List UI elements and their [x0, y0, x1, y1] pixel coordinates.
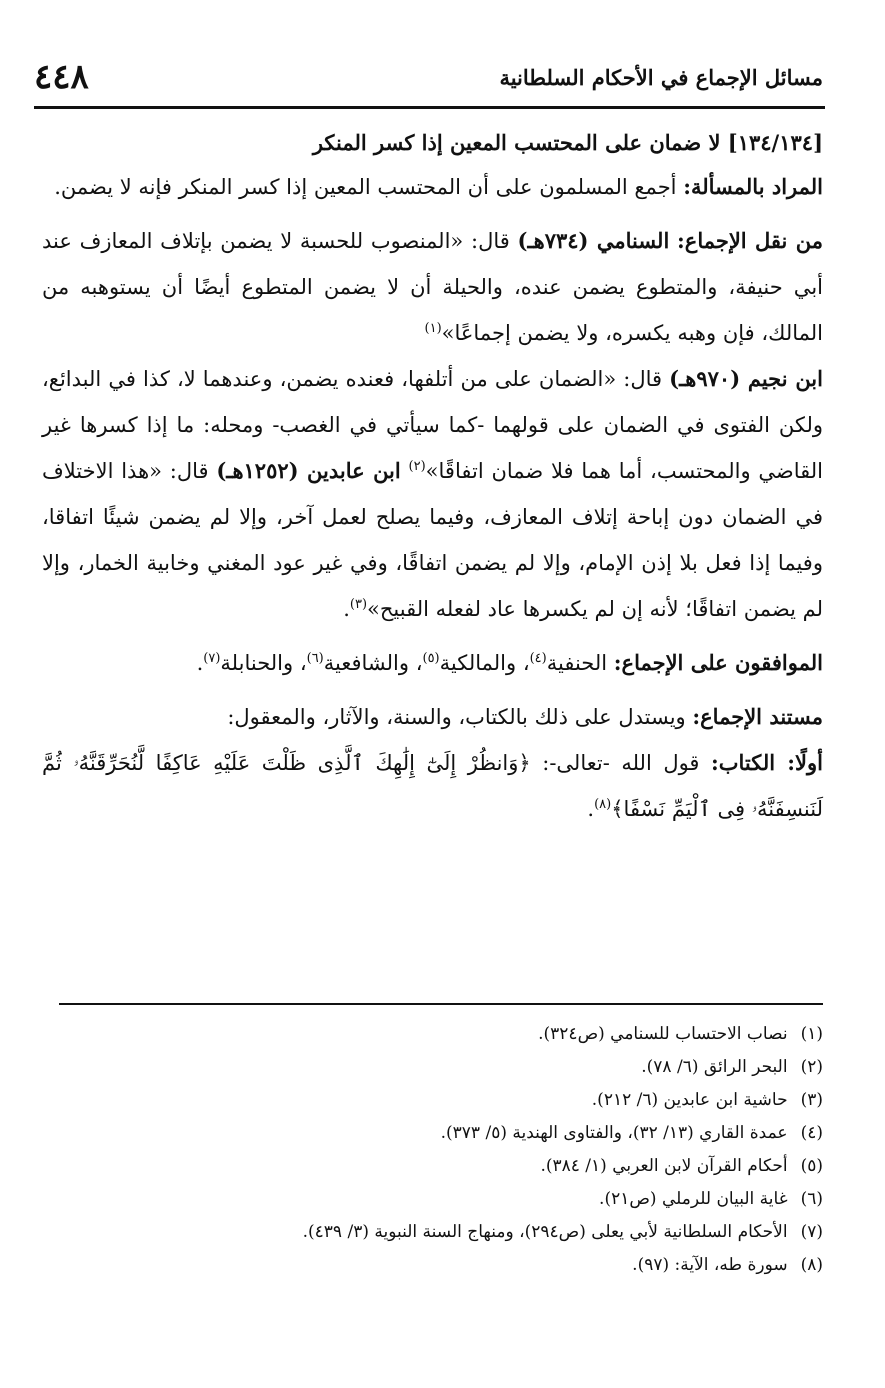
first-evidence-label: أولًا: الكتاب:	[711, 750, 823, 775]
footnote-6	[42, 1183, 823, 1216]
footnote-number: (٥)	[800, 1156, 823, 1176]
footnote-text: الأحكام السلطانية لأبي يعلى (ص٢٩٤)، ومنهاج السنة النبوية (٣/ ٤٣٩).	[302, 1222, 788, 1242]
basis-text: ويستدل على ذلك بالكتاب، والسنة، والآثار، والمعقول:	[227, 705, 686, 729]
transmission-paragraph: من نقل الإجماع: السنامي (٧٣٤هـ) قال: «المنصوب للحسبة لا يضمن بإتلاف المعازف عند أبي حنيفة، والمتطوع يضمن عنده، والحيلة أن لا يضمن المتطوع أيضًا أن يستوهبه من المالك، فإن وهبه يكسره، ولا يضمن إجماعًا»$^{(١)}$ ابن نجيم (٩٧٠هـ) قال: «الضمان على من أتلفها، فعنده يضمن، وعندهما لا، كذا في البدائع، ولكن الفتوى في الضمان على قولهما -كما سيأتي في الغصب- ومحله: ما إذا كسرها غير القاضي والمحتسب، أما هما فلا ضمان اتفاقًا»$^{(٢)}$ ابن عابدين (١٢٥٢هـ) قال: «هذا الاختلاف في الضمان دون إباحة إتلاف المعازف، وفيما يصلح لعمل آخر، وإلا لم يضمن شيئًا اتفاقا، وفيما إذا فعل بلا إذن الإمام، وإلا لم يضمن اتفاقًا، وفي غير عود المغني وخابية الخمار، وإلا لم يضمن اتفاقًا؛ لأنه إن لم يكسرها عاد لفعله القبيح»$^{(٣)}$.	[42, 228, 823, 621]
footnote-3	[42, 1084, 823, 1117]
footnote-8	[42, 1249, 823, 1282]
agreeing-shafii: والشافعية	[323, 651, 410, 675]
footnote-number: (٦)	[800, 1189, 823, 1209]
intent-label: المراد بالمسألة:	[683, 174, 823, 199]
quran-paragraph: أولًا: الكتاب: قول الله -تعالى-: ﴿وَانظُرْ إِلَىٰٓ إِلَٰهِكَ ٱلَّذِى ظَلْتَ عَلَيْهِ عَاكِفًا لَّنُحَرِّقَنَّهُۥ ثُمَّ لَنَنسِفَنَّهُۥ فِى ٱلْيَمِّ نَسْفًا﴾$^{(٨)}$.	[42, 750, 823, 821]
footnote-ref-1: (١)	[424, 321, 442, 336]
agreeing-maliki: والمالكية	[439, 651, 517, 675]
footnote-text: سورة طه، الآية: (٩٧).	[632, 1255, 788, 1275]
footnote-text: أحكام القرآن لابن العربي (١/ ٣٨٤).	[540, 1156, 788, 1176]
footnote-ref-6: (٦)	[306, 651, 324, 666]
footnote-ref-4: (٤)	[529, 651, 547, 666]
agreeing-label: الموافقون على الإجماع:	[613, 650, 823, 675]
header-rule	[34, 106, 825, 109]
footnote-ref-8: (٨)	[594, 797, 612, 812]
footnote-ref-7: (٧)	[203, 651, 221, 666]
footnote-ref-2: (٢)	[408, 459, 426, 474]
basis-paragraph	[42, 694, 823, 740]
footnote-5	[42, 1150, 823, 1183]
quote-3-name: ابن عابدين (١٢٥٢هـ)	[216, 458, 401, 483]
issue-title: [١٣٤/١٣٤] لا ضمان على المحتسب المعين إذا كسر المنكر	[312, 130, 823, 155]
footnote-number: (٢)	[800, 1057, 823, 1077]
footnote-4	[42, 1117, 823, 1150]
quote-1-text: قال: «المنصوب للحسبة لا يضمن بإتلاف المعازف عند أبي حنيفة، والمتطوع يضمن عنده، والحيلة أن لا يضمن المتطوع أيضًا أن يستوهبه من المالك، فإن وهبه يكسره، ولا يضمن إجماعًا»	[42, 229, 823, 345]
footnotes	[42, 1018, 823, 1282]
footnote-number: (٨)	[800, 1255, 823, 1275]
page-header	[34, 48, 823, 106]
footnote-text: البحر الرائق (٦/ ٧٨).	[641, 1057, 788, 1077]
footnote-7	[42, 1216, 823, 1249]
agreeing-hanafi: الحنفية	[546, 651, 608, 675]
footnote-number: (٣)	[800, 1090, 823, 1110]
running-title: مسائل الإجماع في الأحكام السلطانية	[499, 64, 823, 90]
intent-text: أجمع المسلمون على أن المحتسب المعين إذا كسر المنكر فإنه لا يضمن.	[54, 175, 677, 199]
footnote-text: نصاب الاحتساب للسنامي (ص٣٢٤).	[538, 1024, 788, 1044]
intent-paragraph	[42, 164, 823, 210]
agreeing-paragraph: الموافقون على الإجماع: الحنفية$^{(٤)}$، والمالكية$^{(٥)}$، والشافعية$^{(٦)}$، والحنابلة$^{(٧)}$.	[196, 650, 823, 675]
first-evidence-intro: قول الله -تعالى-:	[542, 751, 700, 775]
footnote-text: عمدة القاري (١٣/ ٣٢)، والفتاوى الهندية (٥/ ٣٧٣).	[440, 1123, 788, 1143]
footnote-number: (٤)	[800, 1123, 823, 1143]
footnote-ref-3: (٣)	[349, 597, 368, 612]
footnote-ref-5: (٥)	[422, 651, 440, 666]
page-number: ٤٤٨	[34, 57, 89, 97]
footnote-number: (٧)	[800, 1222, 823, 1242]
quote-2-text: قال: «الضمان على من أتلفها، فعنده يضمن، وعندهما لا، كذا في البدائع، ولكن الفتوى في الضمان على قولهما -كما سيأتي في الغصب- ومحله: ما إذا كسرها غير القاضي والمحتسب، أما هما فلا ضمان اتفاقًا»	[42, 367, 823, 483]
quote-3-text: قال: «هذا الاختلاف في الضمان دون إباحة إتلاف المعازف، وفيما يصلح لعمل آخر، وإلا لم يضمن شيئًا اتفاقا، وفيما إذا فعل بلا إذن الإمام، وإلا لم يضمن اتفاقًا، وفي غير عود المغني وخابية الخمار، وإلا لم يضمن اتفاقًا؛ لأنه إن لم يكسرها عاد لفعله القبيح»	[42, 459, 823, 621]
main-text	[42, 122, 823, 832]
footnote-number: (١)	[800, 1024, 823, 1044]
footnote-2	[42, 1051, 823, 1084]
basis-label: مستند الإجماع:	[692, 704, 823, 729]
transmission-label: من نقل الإجماع:	[677, 228, 823, 253]
agreeing-hanbali: والحنابلة	[220, 651, 294, 675]
quran-verse: ﴿وَانظُرْ إِلَىٰٓ إِلَٰهِكَ ٱلَّذِى ظَلْتَ عَلَيْهِ عَاكِفًا لَّنُحَرِّقَنَّهُۥ ثُمَّ لَنَنسِفَنَّهُۥ فِى ٱلْيَمِّ نَسْفًا﴾	[42, 751, 823, 821]
quote-2-name: ابن نجيم (٩٧٠هـ)	[669, 366, 823, 391]
footnote-1	[42, 1018, 823, 1051]
footnote-text: حاشية ابن عابدين (٦/ ٢١٢).	[591, 1090, 788, 1110]
footnote-text: غاية البيان للرملي (ص٢١).	[599, 1189, 788, 1209]
footnote-rule	[59, 1003, 823, 1005]
quote-1-name: السنامي (٧٣٤هـ)	[517, 228, 670, 253]
